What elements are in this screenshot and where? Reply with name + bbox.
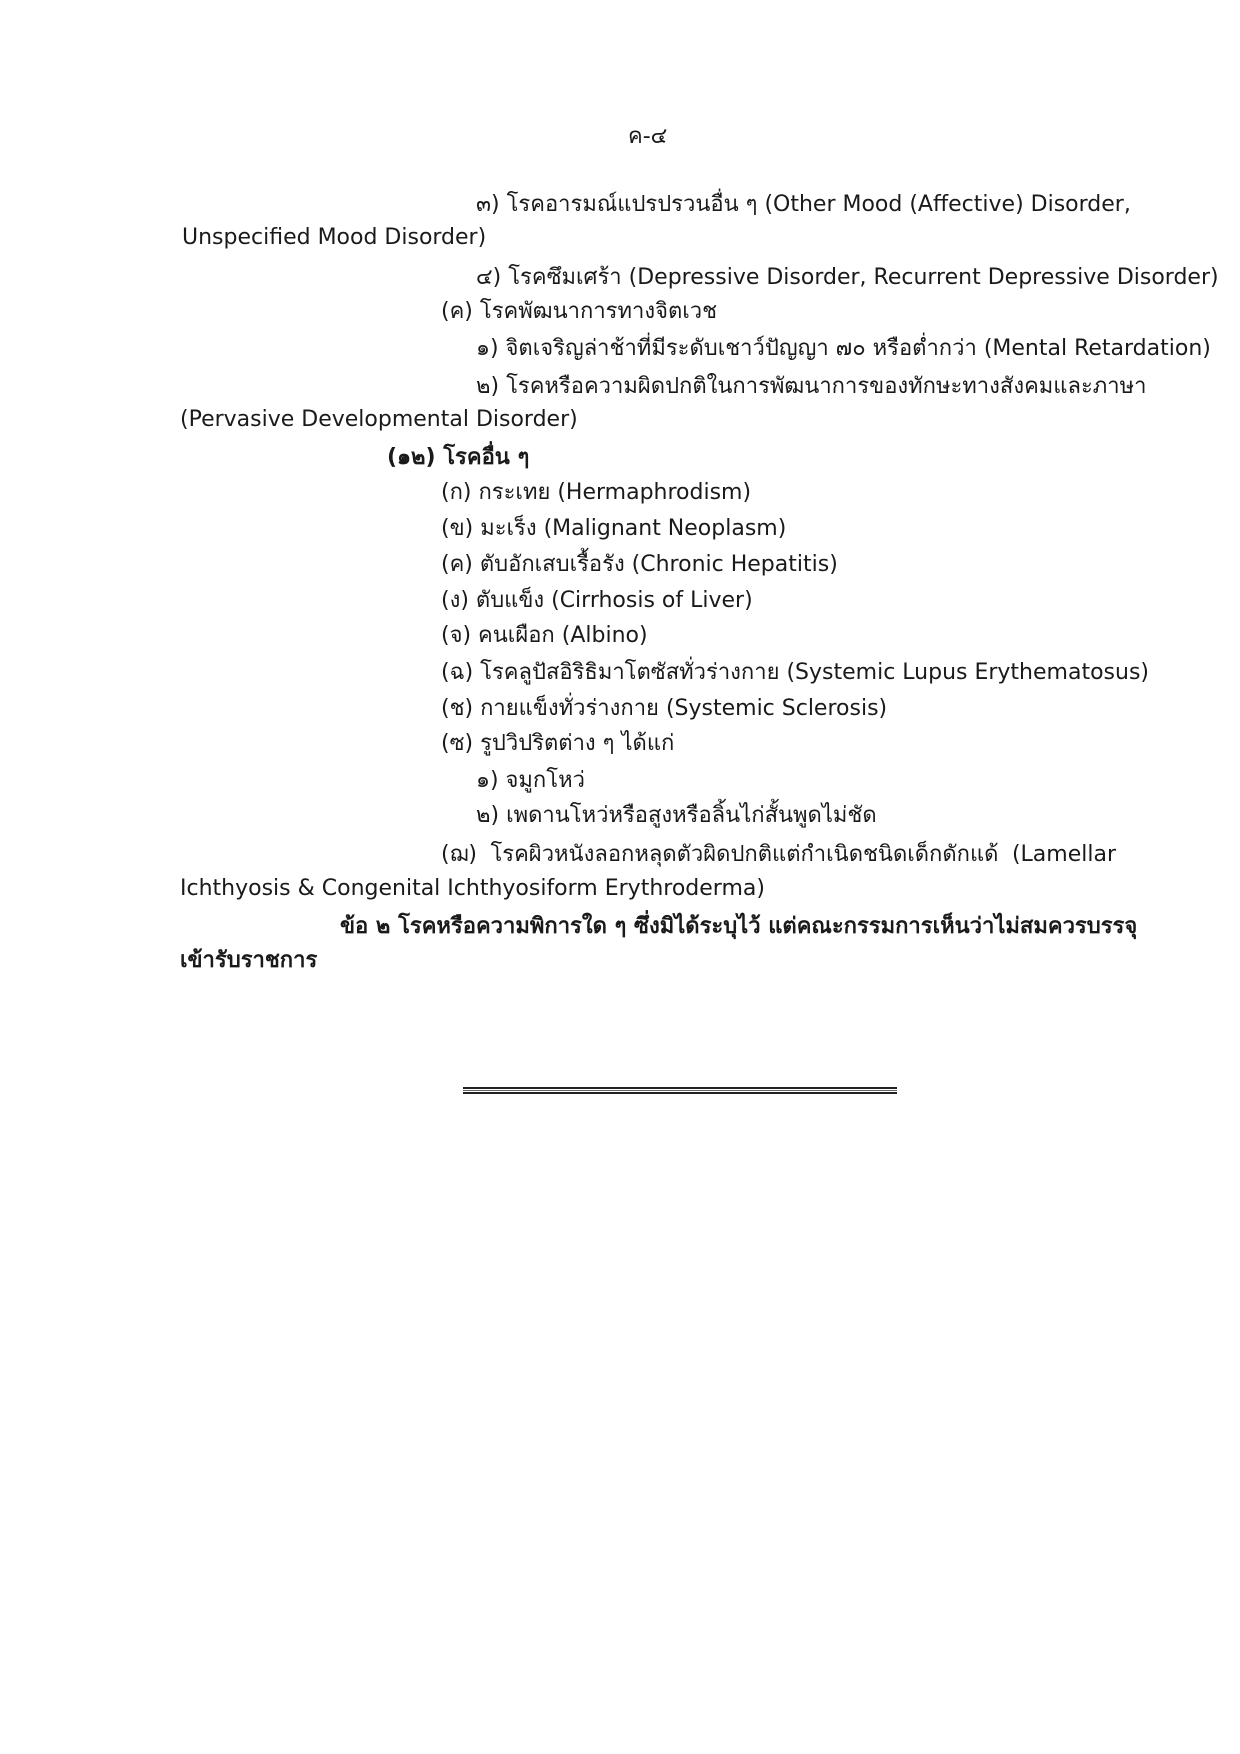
- list-item: (ก) กระเทย (Hermaphrodism): [441, 480, 752, 505]
- section-divider: [463, 1087, 897, 1094]
- page-number: ค-๔: [628, 124, 668, 149]
- list-item: (จ) คนเผือก (Albino): [441, 623, 648, 648]
- section-heading: (ค) โรคพัฒนาการทางจิตเวช: [441, 299, 718, 324]
- sub-list-item: ๒) เพดานโหว่หรือสูงหรือลิ้นไก่สั้นพูดไม่ชัด: [476, 803, 877, 828]
- list-item: (ซ) รูปวิปริตต่าง ๆ ได้แก่: [441, 731, 675, 756]
- list-item: (ค) ตับอักเสบเรื้อรัง (Chronic Hepatitis): [441, 552, 838, 577]
- list-item: (ฌ) โรคผิวหนังลอกหลุดตัวผิดปกติแต่กำเนิดชนิดเด็กดักแด้ (Lamellar: [441, 842, 1116, 867]
- text-line: Unspecified Mood Disorder): [182, 225, 487, 250]
- text-line: Ichthyosis & Congenital Ichthyosiform Erythroderma): [180, 876, 765, 901]
- sub-list-item: ๑) จมูกโหว่: [476, 768, 585, 793]
- text-line: (Pervasive Developmental Disorder): [180, 407, 578, 432]
- section-heading: (๑๒) โรคอื่น ๆ: [387, 445, 530, 470]
- text-line: ๒) โรคหรือความผิดปกติในการพัฒนาการของทักษะทางสังคมและภาษา: [476, 374, 1147, 399]
- list-item: (ง) ตับแข็ง (Cirrhosis of Liver): [441, 588, 753, 613]
- text-line: ๑) จิตเจริญล่าช้าที่มีระดับเชาว์ปัญญา ๗๐ หรือต่ำกว่า (Mental Retardation): [476, 336, 1211, 361]
- list-item: (ช) กายแข็งทั่วร่างกาย (Systemic Sclerosis): [441, 696, 888, 721]
- text-line: ๓) โรคอารมณ์แปรปรวนอื่น ๆ (Other Mood (Affective) Disorder,: [476, 192, 1131, 217]
- list-item: (ข) มะเร็ง (Malignant Neoplasm): [441, 516, 787, 541]
- text-line: ๔) โรคซึมเศร้า (Depressive Disorder, Recurrent Depressive Disorder): [476, 265, 1219, 290]
- clause-line: ข้อ ๒ โรคหรือความพิการใด ๆ ซึ่งมิได้ระบุไว้ แต่คณะกรรมการเห็นว่าไม่สมควรบรรจุ: [340, 914, 1138, 939]
- clause-line: เข้ารับราชการ: [180, 948, 318, 973]
- list-item: (ฉ) โรคลูปัสอิริธิมาโตซัสทั่วร่างกาย (Systemic Lupus Erythematosus): [441, 660, 1149, 685]
